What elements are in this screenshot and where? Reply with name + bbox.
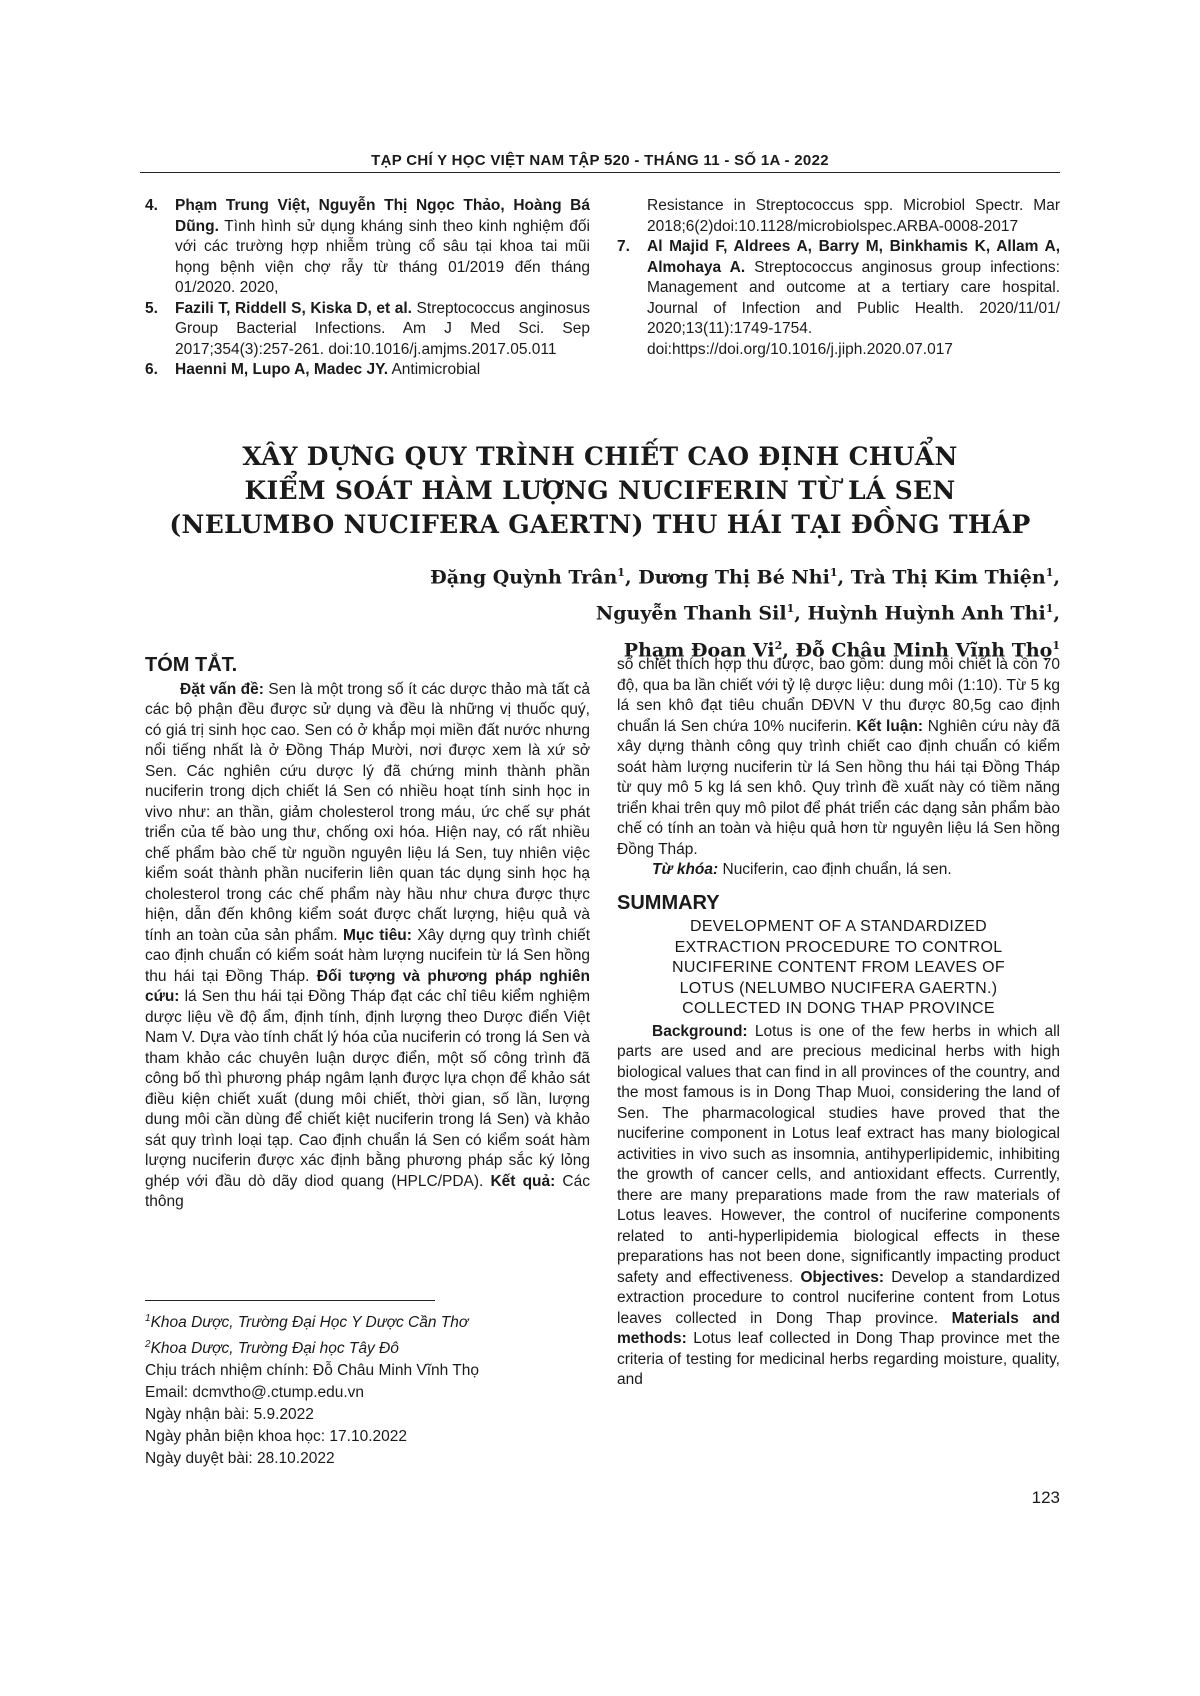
author-affiliation-mark: 1 <box>786 602 795 616</box>
summary-heading: SUMMARY <box>617 891 720 914</box>
affiliation-text: Khoa Dược, Trường Đại Học Y Dược Cần Thơ <box>150 1314 469 1332</box>
abstract-vietnamese <box>145 655 590 1213</box>
affiliation-text: Khoa Dược, Trường Đại học Tây Đô <box>150 1340 399 1358</box>
date-accepted: Ngày duyệt bài: 28.10.2022 <box>145 1450 335 1468</box>
abstract-paragraph-continued <box>617 655 1060 860</box>
objectives-label: Mục tiêu: <box>342 926 412 944</box>
author-affiliation-mark: 1 <box>1052 638 1060 652</box>
reference-authors: Fazili T, Riddell S, Kiska D, et al. <box>175 299 412 317</box>
article-title <box>140 440 1060 542</box>
reference-item <box>145 196 590 299</box>
summary-title-line: COLLECTED IN DONG THAP PROVINCE <box>682 1000 995 1017</box>
reference-text: Resistance in Streptococcus spp. Microbiol Spectr. Mar 2018;6(2)doi:10.1128/microbiolspec.ARBA-0008-2017 <box>647 197 1060 235</box>
reference-number: 6. <box>145 361 158 378</box>
reference-text: Streptococcus anginosus Group Bacterial Infections. Am J Med Sci. Sep 2017;354(3):257-261. doi:10.1016/j.amjms.2017.05.011 <box>175 299 590 358</box>
background-text: Sen là một trong số ít các dược thảo mà tất cả các bộ phận đều được sử dụng và đều là những vị thuốc quý, có giá trị sinh học cao. Sen có ở khắp mọi miền đất nước nhưng nổi tiếng nhất là ở Đồng Tháp Mười, nơi được xem là xứ sở Sen. Các nghiên cứu dược lý đã chứng minh thành phần nuciferin trong dịch chiết lá Sen có nhiều hoạt tính sinh học in vivo như: an thần, giảm cholesterol trong máu, ức chế sự phát triển của tế bào ung thư, chống oxi hóa. Hiện nay, có rất nhiều chế phẩm bào chế từ nguồn nguyên liệu lá Sen, tuy nhiên việc kiểm soát thành phần nuciferin liên quan tác dụng sinh học hạ cholesterol trong các chế phẩm này hầu như chưa được thực hiện, dẫn đến không kiểm soát được chất lượng, hiệu quả và tính an toàn của sản phẩm. <box>145 680 590 944</box>
author-name: Huỳnh Huỳnh Anh Thi <box>807 602 1046 625</box>
footnote-rule <box>145 1300 435 1301</box>
date-received: Ngày nhận bài: 5.9.2022 <box>145 1406 314 1424</box>
conclusion-text: Nghiên cứu này đã xây dựng thành công quy trình chiết cao định chuẩn có kiểm soát hàm lượng nuciferin từ lá Sen hồng thu hái tại Đồng Tháp từ quy mô 5 kg lá sen khô. Quy trình đề xuất này có tiềm năng triển khai trên quy mô pilot để phát triển các dạng sản phẩm bào chế có tính an toàn và hiệu quả hơn từ nguyên liệu lá Sen hồng Đồng Tháp. <box>617 717 1060 858</box>
keywords-label: Từ khóa: <box>652 861 719 878</box>
methods-label: Materials and methods: <box>617 1309 1060 1347</box>
article-title-line: KIỂM SOÁT HÀM LƯỢNG NUCIFERIN TỪ LÁ SEN <box>244 476 956 505</box>
author-name: Dương Thị Bé Nhi <box>638 566 830 589</box>
reference-authors: Haenni M, Lupo A, Madec JY. <box>175 361 389 378</box>
reference-authors: Phạm Trung Việt, Nguyễn Thị Ngọc Thảo, Hoàng Bá Dũng. <box>175 197 590 235</box>
affiliation-mark: 2 <box>145 1339 151 1351</box>
author-separator: , <box>782 638 796 661</box>
results-text: Các thông <box>145 1172 591 1210</box>
author-separator: , <box>1053 602 1060 625</box>
reference-authors: Al Majid F, Aldrees A, Barry M, Binkhamis K, Allam A, Almohaya A. <box>647 238 1060 276</box>
article-title-line: XÂY DỰNG QUY TRÌNH CHIẾT CAO ĐỊNH CHUẨN <box>242 442 958 471</box>
objectives-label: Objectives: <box>800 1268 885 1286</box>
methods-text: lá Sen thu hái tại Đồng Tháp đạt các chỉ tiêu kiểm nghiệm dược liệu về độ ẩm, định tính, định lượng theo Dược điển Việt Nam V. Dựa vào tính chất lý hóa của nuciferin có trong lá Sen và tham khảo các chuyên luận dược điển, một số công trình đã công bố thì phương pháp ngâm lạnh được lựa chọn để khảo sát điều kiện chiết xuất (dung môi chiết, thời gian, số lần, lượng dung môi cần dùng để chiết kiệt nuciferin trong lá Sen) và khảo sát quy trình loại tạp. Cao định chuẩn lá Sen có kiểm soát hàm lượng nuciferin được xác định bằng phương pháp sắc ký lỏng ghép với đầu dò dãy diod quang (HPLC/PDA). <box>145 988 590 1190</box>
summary-title-line: NUCIFERINE CONTENT FROM LEAVES OF <box>672 959 1005 976</box>
reference-text: Tình hình sử dụng kháng sinh theo kinh nghiệm đối với các trường hợp nhiễm trùng cổ sâu tại khoa tai mũi họng bệnh viện chợ rẫy từ tháng 01/2019 đến tháng 01/2020. 2020, <box>175 217 590 296</box>
background-label: Background: <box>652 1022 748 1040</box>
reference-number: 4. <box>145 197 158 214</box>
author-name: Nguyễn Thanh Sil <box>595 602 787 625</box>
affiliation-2 <box>145 1334 595 1360</box>
author-affiliation-mark: 1 <box>617 566 625 579</box>
abstract-right-column <box>617 655 1060 1391</box>
author-name: Phạm Đoan Vi <box>623 638 775 661</box>
reference-continuation <box>617 196 1060 237</box>
objectives-text: Xây dựng quy trình chiết cao định chuẩn có kiểm soát hàm lượng nucifein từ lá Sen hồng thu hái tại Đồng Tháp. <box>145 926 590 985</box>
author-affiliation-mark: 2 <box>774 638 783 652</box>
summary-paragraph <box>617 1022 1060 1391</box>
author-affiliation-mark: 1 <box>829 566 838 579</box>
email: Email: dcmvtho@.ctump.edu.vn <box>145 1384 365 1402</box>
keywords <box>617 860 1060 881</box>
header-rule <box>140 172 1060 173</box>
author-separator: , <box>794 602 808 625</box>
references-left-column <box>145 196 590 381</box>
reference-number: 7. <box>617 238 630 255</box>
author-list <box>380 557 1060 666</box>
author-separator: , <box>1053 566 1060 589</box>
reference-text: Streptococcus anginosus group infections: Management and outcome at a tertiary care hospital. Journal of Infection and Public Health. 2020/11/01/ 2020;13(11):1749-1754. doi:https://doi.org/10.1016/j.jiph.2020.07.017 <box>647 258 1060 358</box>
corresponding-author: Chịu trách nhiệm chính: Đỗ Châu Minh Vĩnh Thọ <box>145 1362 480 1380</box>
summary-title <box>617 917 1060 1020</box>
methods-label: Đối tượng và phương pháp nghiên cứu: <box>145 967 590 1005</box>
reference-text: Antimicrobial <box>388 361 481 378</box>
article-title-line: (NELUMBO NUCIFERA GAERTN) THU HÁI TẠI ĐỒNG THÁP <box>169 510 1031 539</box>
date-reviewed: Ngày phản biện khoa học: 17.10.2022 <box>145 1428 407 1446</box>
author-name: Đặng Quỳnh Trân <box>430 566 618 589</box>
reference-item <box>617 237 1060 360</box>
reference-item <box>145 360 590 381</box>
conclusion-label: Kết luận: <box>856 717 924 735</box>
summary-title-line: LOTUS (NELUMBO NUCIFERA GAERTN.) <box>679 979 998 997</box>
footnotes <box>145 1308 595 1470</box>
background-label: Đặt vấn đề: <box>180 680 264 698</box>
summary-title-line: EXTRACTION PROCEDURE TO CONTROL <box>674 938 1003 956</box>
author-separator: , <box>624 566 639 589</box>
author-affiliation-mark: 1 <box>1045 566 1054 579</box>
journal-header: TẠP CHÍ Y HỌC VIỆT NAM TẬP 520 - THÁNG 11 - SỐ 1A - 2022 <box>371 152 829 169</box>
reference-number: 5. <box>145 299 158 317</box>
keywords-text: Nuciferin, cao định chuẩn, lá sen. <box>718 861 952 878</box>
author-affiliation-mark: 1 <box>1045 602 1054 616</box>
affiliation-1 <box>145 1308 595 1334</box>
abstract-paragraph <box>145 680 590 1213</box>
objectives-text: Develop a standardized extraction procedure to control nuciferine content from Lotus leaves collected in Dong Thap province. <box>617 1268 1060 1327</box>
reference-item <box>145 299 590 361</box>
page-number: 123 <box>1031 1488 1060 1507</box>
author-separator: , <box>837 566 851 589</box>
results-label: Kết quả: <box>490 1172 556 1190</box>
author-name: Trà Thị Kim Thiện <box>850 566 1046 589</box>
affiliation-mark: 1 <box>145 1313 151 1324</box>
results-text: số chiết thích hợp thu được, bao gồm: dung môi chiết là cồn 70 độ, qua ba lần chiết với tỷ lệ dược liệu: dung môi (1:10). Từ 5 kg lá sen khô đạt tiêu chuẩn DĐVN V thu được 80,5g cao định chuẩn lá Sen chứa 10% nuciferin. <box>617 656 1060 735</box>
references-right-column <box>617 196 1060 360</box>
methods-text: Lotus leaf collected in Dong Thap province met the criteria of testing for medicinal herbs regarding moisture, quality, and <box>617 1330 1060 1388</box>
background-text: Lotus is one of the few herbs in which all parts are used and are precious medicinal herbs with high biological values that can find in all provinces of the country, and the most famous is in Dong Thap Muoi, considering the land of Sen. The pharmacological studies have proved that the nuciferine component in Lotus leaf extract has many biological activities in vivo such as insomnia, antihyperlipidemic, inhibiting the growth of cancer cells, and antioxidant effects. Currently, there are many preparations made from the raw materials of Lotus leaves. However, the control of nuciferine components related to anti-hyperlipidemia biological effects in these preparations has not been done, significantly impacting product safety and effectiveness. <box>617 1022 1060 1286</box>
author-name: Đỗ Châu Minh Vĩnh Thọ <box>795 638 1053 661</box>
abstract-heading: TÓM TẮT. <box>145 654 238 676</box>
summary-title-line: DEVELOPMENT OF A STANDARDIZED <box>689 918 988 935</box>
